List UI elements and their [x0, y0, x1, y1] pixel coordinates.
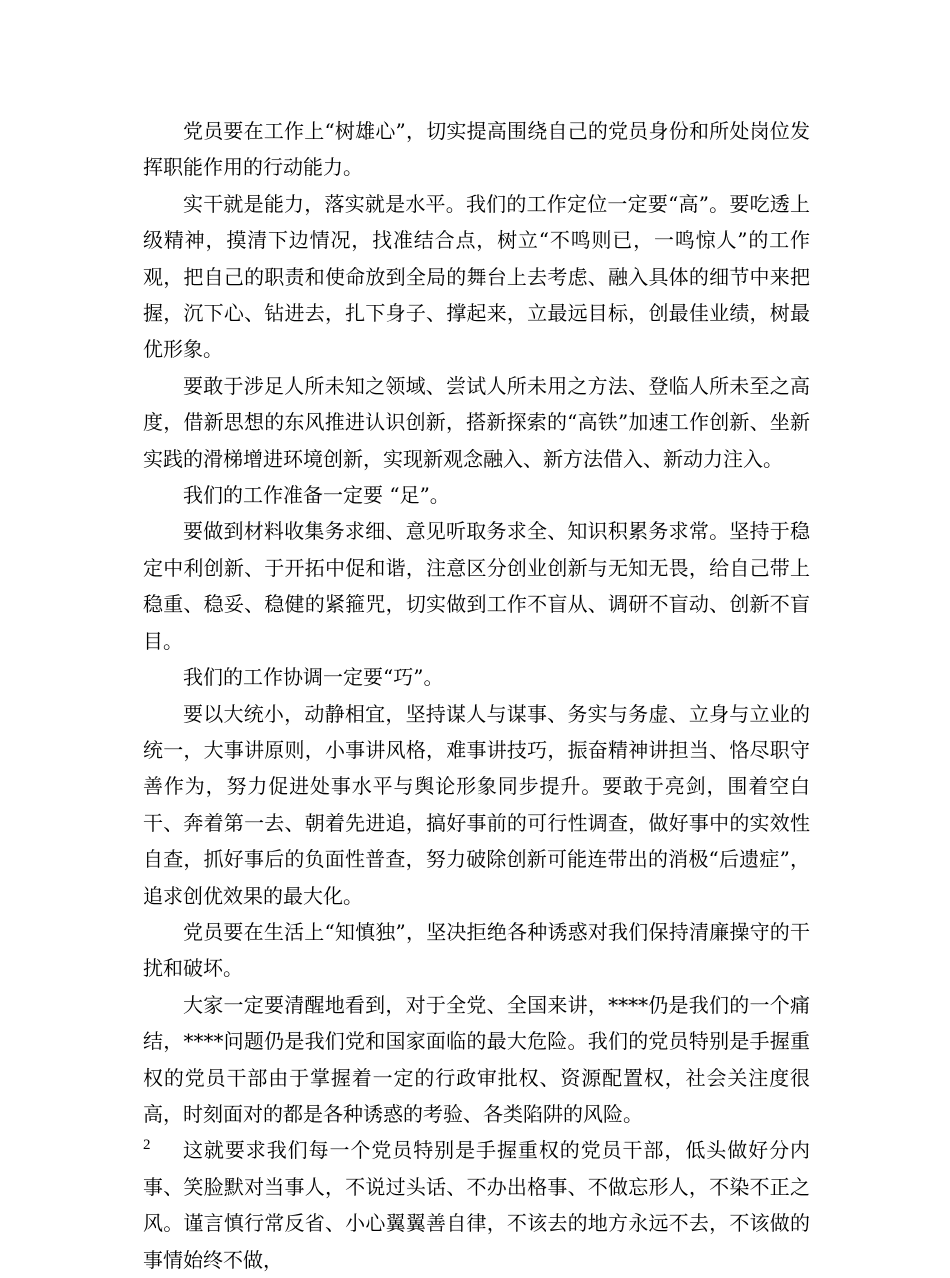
page-number: 2 [143, 1137, 151, 1153]
paragraph: 要敢于涉足人所未知之领域、尝试人所未用之方法、登临人所未至之高度，借新思想的东风推进认识创新，搭新探索的“高铁”加速工作创新、坐新实践的滑梯增进环境创新，实现新观念融入、新方法借入、新动力注入。 [143, 373, 810, 471]
paragraph: 要以大统小，动静相宜，坚持谋人与谋事、务实与务虚、立身与立业的统一，大事讲原则，小事讲风格，难事讲技巧，振奋精神讲担当、恪尽职守善作为，努力促进处事水平与舆论形象同步提升。要敢于亮剑，围着空白干、奔着第一去、朝着先进追，搞好事前的可行性调查，做好事中的实效性自查，抓好事后的负面性普查，努力破除创新可能连带出的消极“后遗症”，追求创优效果的最大化。 [143, 701, 810, 908]
paragraph: 党员要在生活上“知慎独”，坚决拒绝各种诱惑对我们保持清廉操守的干扰和破坏。 [143, 919, 810, 981]
paragraph: 我们的工作准备一定要 “足”。 [183, 483, 450, 508]
paragraph: 我们的工作协调一定要“巧”。 [183, 665, 444, 690]
paragraph: 党员要在工作上“树雄心”，切实提高围绕自己的党员身份和所处岗位发挥职能作用的行动能力。 [143, 119, 810, 180]
paragraph: 这就要求我们每一个党员特别是手握重权的党员干部，低头做好分内事、笑脸默对当事人，不说过头话、不办出格事、不做忘形人，不染不正之风。谨言慎行常反省、小心翼翼善自律，不该去的地方永远不去，不该做的事情始终不做， [143, 1138, 810, 1272]
paragraph: 要做到材料收集务求细、意见听取务求全、知识积累务求常。坚持于稳定中利创新、于开拓中促和谐，注意区分创业创新与无知无畏，给自己带上稳重、稳妥、稳健的紧箍咒，切实做到工作不盲从、调研不盲动、创新不盲目。 [143, 519, 810, 653]
paragraph: 大家一定要清醒地看到，对于全党、全国来讲，****仍是我们的一个痛结，****问题仍是我们党和国家面临的最大危险。我们的党员特别是手握重权的党员干部由于掌握着一定的行政审批权、资源配置权，社会关注度很高，时刻面对的都是各种诱惑的考验、各类陷阱的风险。 [143, 992, 810, 1126]
paragraph: 实干就是能力，落实就是水平。我们的工作定位一定要“高”。要吃透上级精神，摸清下边情况，找准结合点，树立“不鸣则已，一鸣惊人”的工作观，把自己的职责和使命放到全局的舞台上去考虑、融入具体的细节中来把握，沉下心、钻进去，扎下身子、撑起来，立最远目标，创最佳业绩，树最优形象。 [143, 191, 810, 362]
document-body [143, 113, 810, 1278]
